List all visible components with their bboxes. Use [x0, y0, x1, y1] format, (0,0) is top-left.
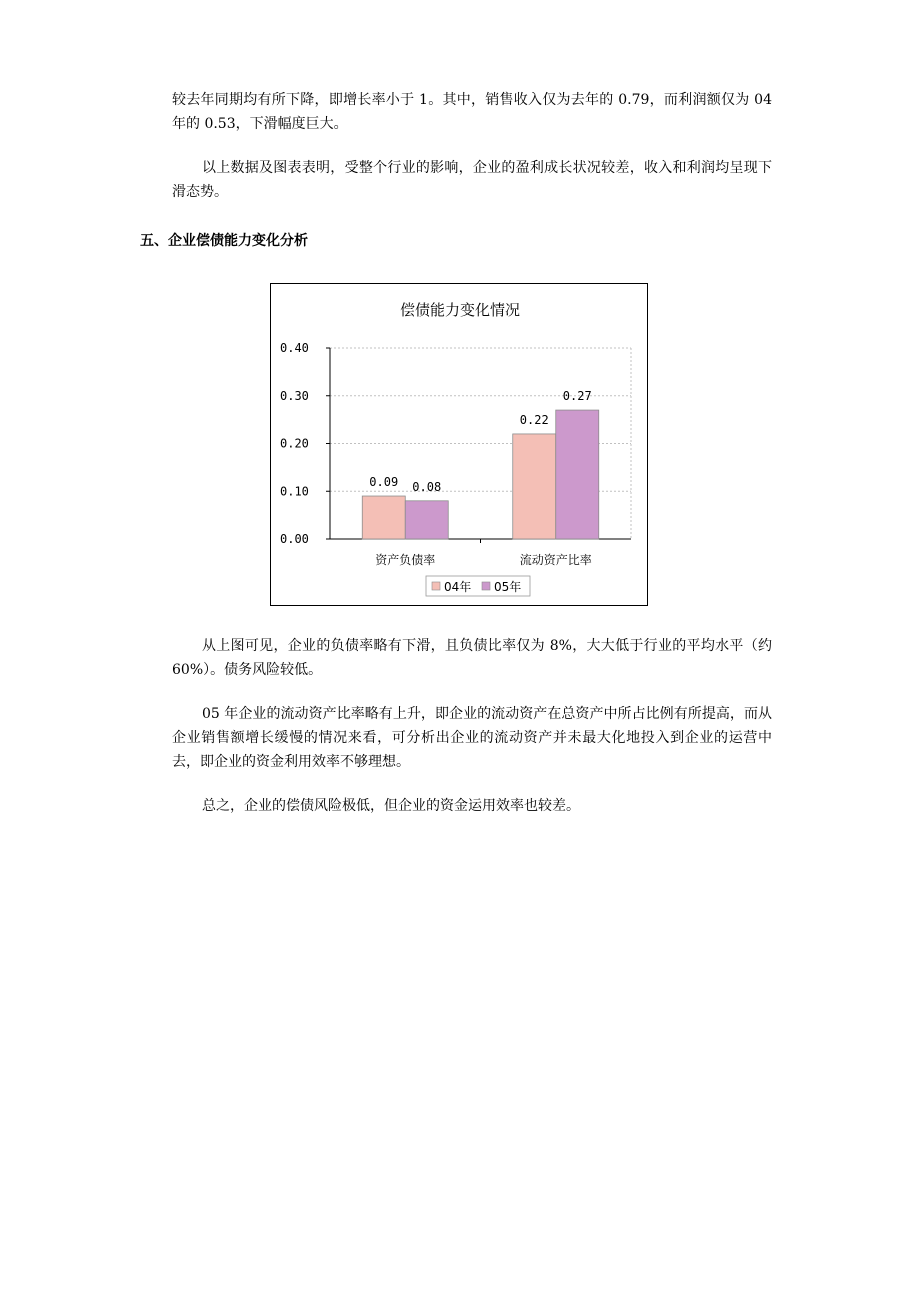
legend-label: 04年 — [444, 580, 472, 594]
data-label: 0.08 — [412, 479, 442, 494]
y-tick-label: 0.20 — [280, 436, 309, 451]
section-heading: 五、企业偿债能力变化分析 — [140, 233, 308, 249]
y-tick-label: 0.10 — [280, 484, 309, 499]
legend-swatch — [482, 582, 490, 590]
bar-05年-流动资产比率 — [556, 410, 599, 539]
paragraph-4: 05 年企业的流动资产比率略有上升，即企业的流动资产在总资产中所占比例有所提高，而从企业销售额增长缓慢的情况来看，可分析出企业的流动资产并未最大化地投入到企业的运营中去，即企业的资金利用效率不够理想。 — [172, 706, 772, 770]
legend-swatch — [432, 582, 440, 590]
bar-05年-资产负债率 — [405, 501, 448, 539]
paragraph-2: 以上数据及图表表明，受整个行业的影响，企业的盈利成长状况较差，收入和利润均呈现下滑态势。 — [172, 160, 772, 200]
chart-title: 偿债能力变化情况 — [399, 301, 521, 319]
bar-chart — [270, 283, 648, 606]
data-label: 0.22 — [519, 412, 549, 427]
data-label: 0.09 — [369, 475, 399, 490]
paragraph-5: 总之，企业的偿债风险极低，但企业的资金运用效率也较差。 — [202, 798, 580, 814]
paragraph-3: 从上图可见，企业的负债率略有下滑，且负债比率仅为 8%，大大低于行业的平均水平（约 60%）。债务风险较低。 — [172, 638, 772, 678]
x-category-label: 流动资产比率 — [519, 553, 592, 567]
y-tick-label: 0.30 — [280, 388, 309, 403]
bar-04年-流动资产比率 — [513, 434, 556, 539]
y-tick-label: 0.40 — [280, 341, 309, 355]
bar-04年-资产负债率 — [362, 496, 405, 539]
paragraph-1: 较去年同期均有所下降，即增长率小于 1。其中，销售收入仅为去年的 0.79，而利润额仅为 04 年的 0.53，下滑幅度巨大。 — [172, 92, 772, 132]
legend-label: 05年 — [494, 580, 522, 594]
chart-legend — [426, 576, 530, 596]
x-category-label: 资产负债率 — [375, 553, 436, 567]
y-tick-label: 0.00 — [280, 532, 309, 546]
data-label: 0.27 — [562, 389, 592, 404]
